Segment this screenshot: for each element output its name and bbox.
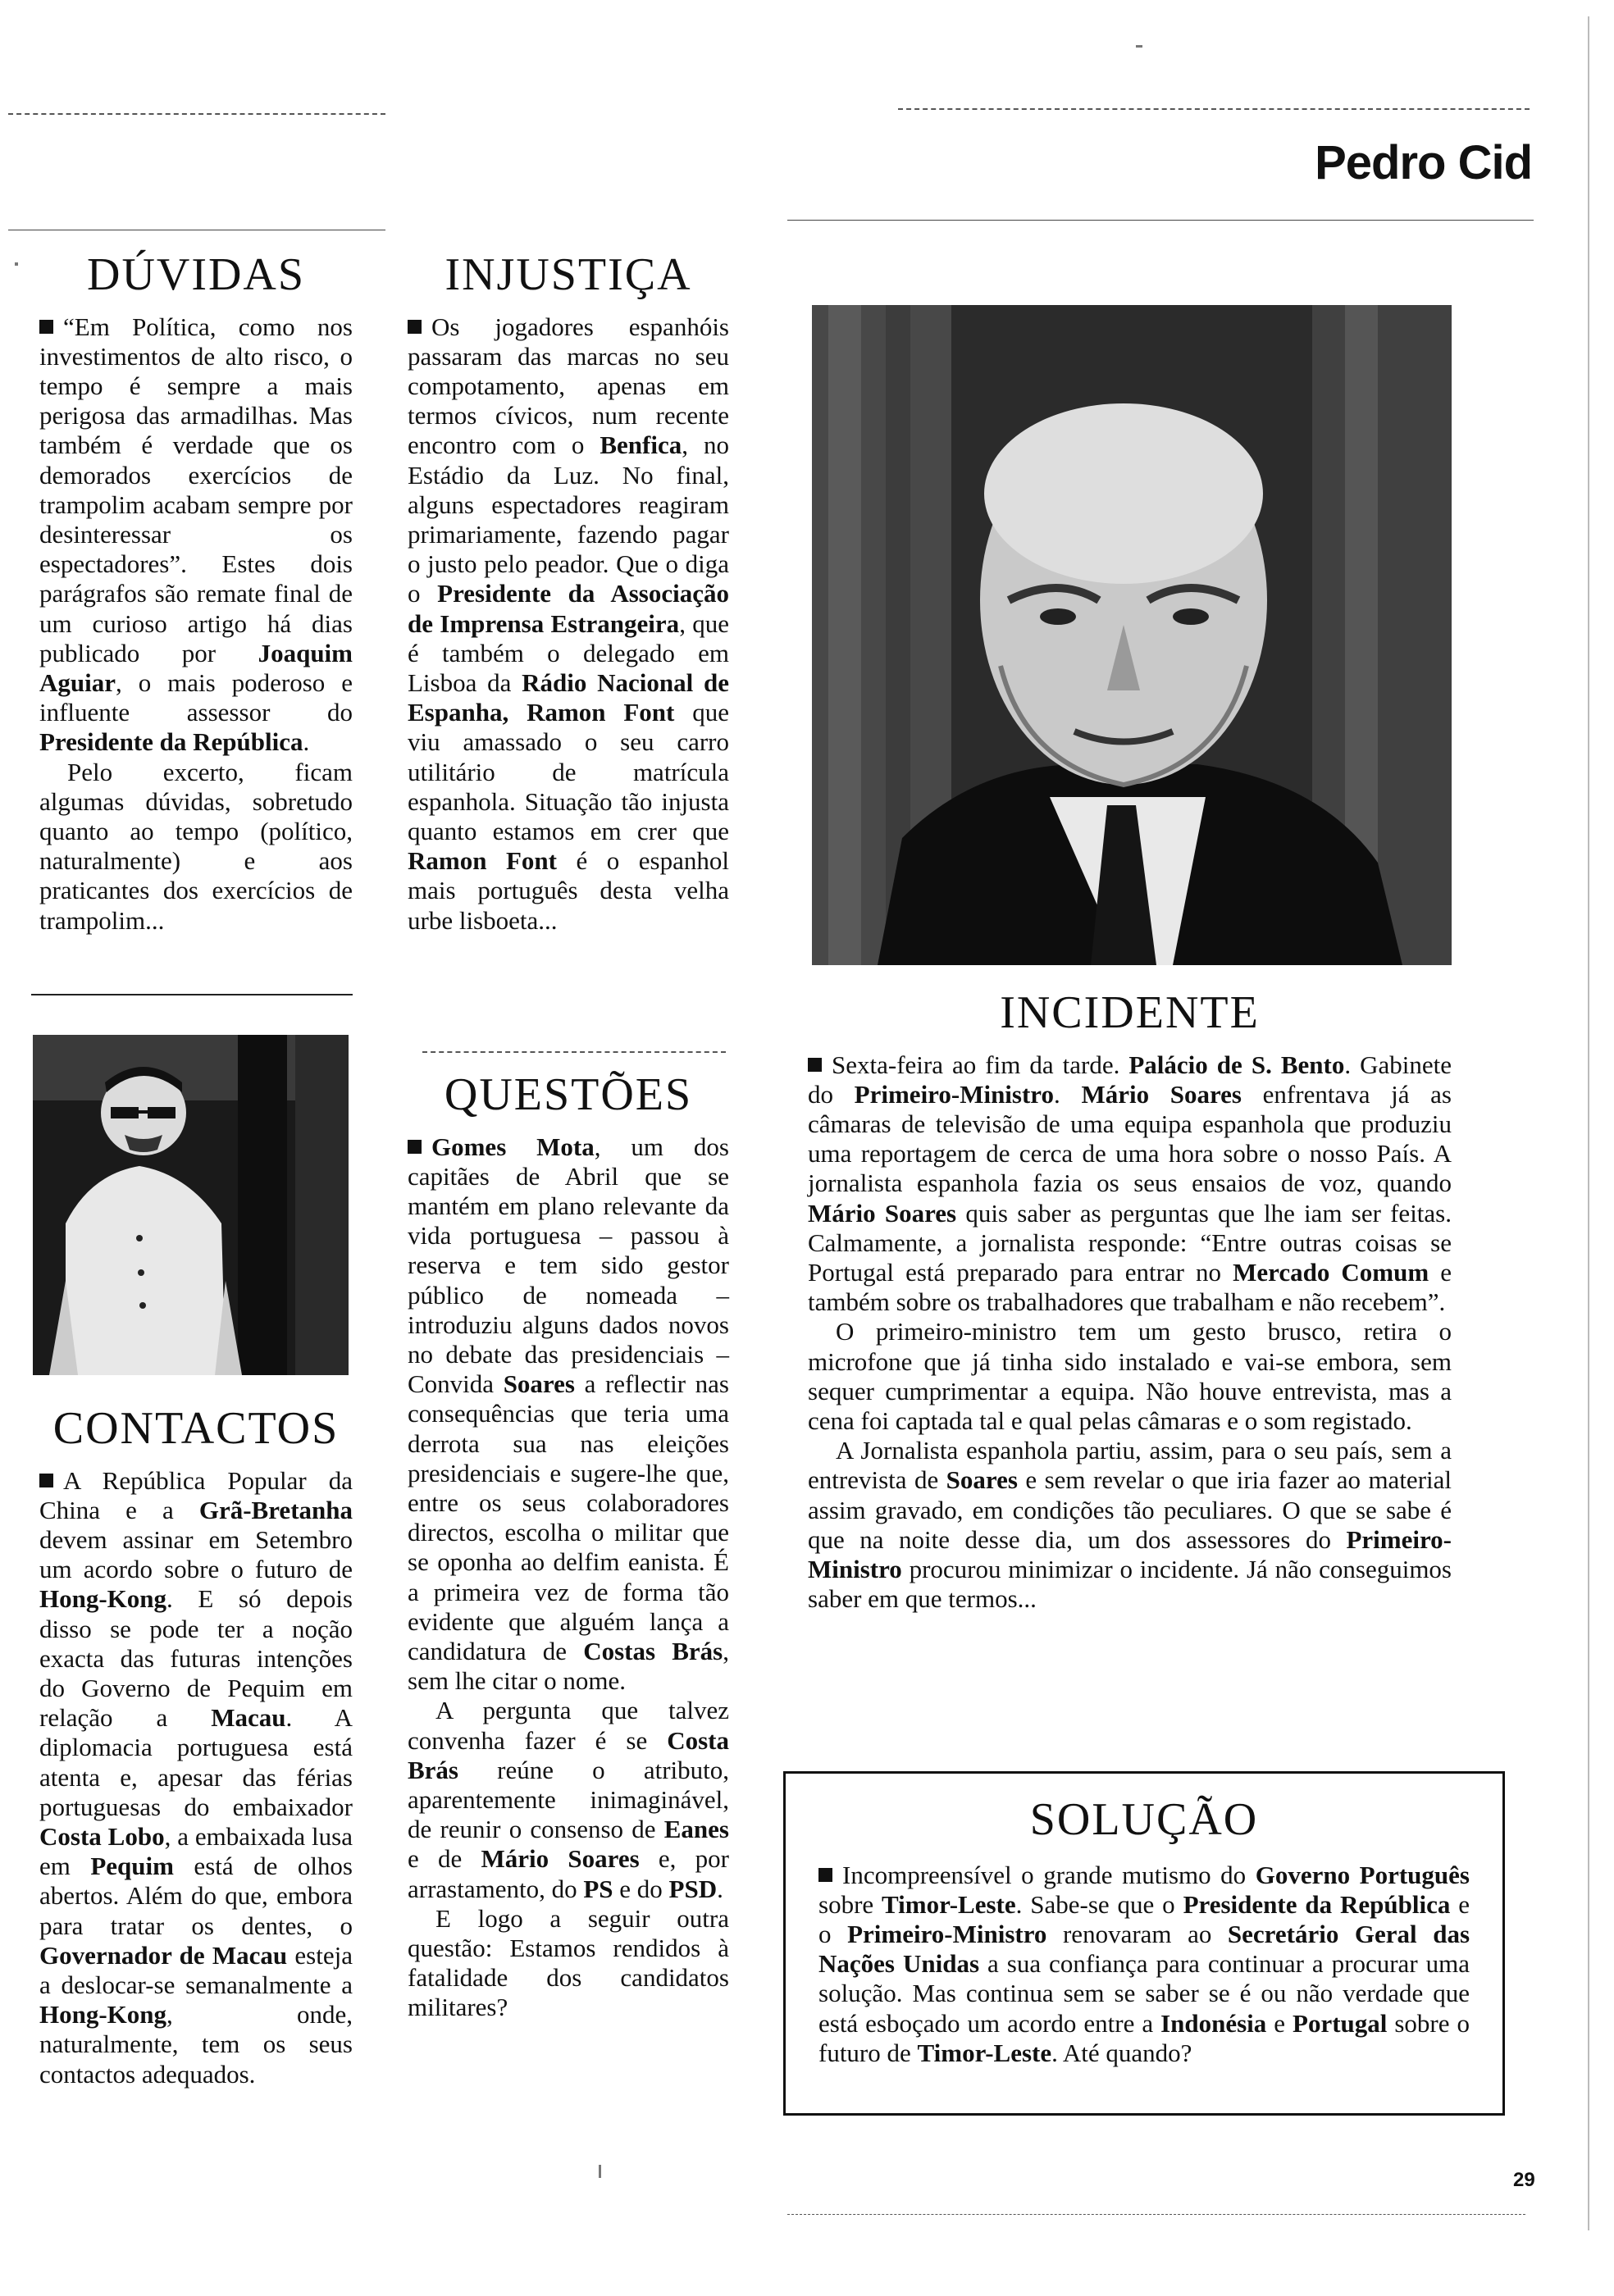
separator-duvidas-contactos xyxy=(31,994,353,995)
bullet-square-icon xyxy=(408,320,422,334)
scan-speck xyxy=(15,262,18,266)
incidente-section xyxy=(808,988,1452,1614)
contactos-section xyxy=(39,1404,353,2089)
bullet-square-icon xyxy=(408,1140,422,1154)
duvidas-body: “Em Política, como nos investimentos de alto risco, o tempo é sempre a mais perigosa das armadilhas. Mas também é verdade que os demorados exercícios de trampolim acabam sempre por desinteressar os espectadores”. Estes dois parágrafos são remate final de um curioso artigo há dias publicado por Joaquim Aguiar, o mais poderoso e influente assessor do Presidente da República. Pelo excerto, ficam algumas dúvidas, sobretudo quanto ao tempo (político, naturalmente) e aos praticantes dos exercícios de trampolim... xyxy=(39,312,353,935)
byline: Pedro Cid xyxy=(1315,136,1532,189)
solucao-body: Incompreensível o grande mutismo do Governo Português sobre Timor-Leste. Sabe-se que o Presidente da República e o Primeiro-Ministro renovaram ao Secretário Geral das Nações Unidas a sua confiança para continuar a procurar uma solução. Mas continua sem se saber se é ou não verdade que está esboçado um acordo entre a Indonésia e Portugal sobre o futuro de Timor-Leste. Até quando? xyxy=(818,1860,1470,2067)
section-title-incidente: INCIDENTE xyxy=(1000,987,1260,1038)
photo-elderly-man-portrait xyxy=(812,305,1452,965)
top-rule-left xyxy=(8,113,385,115)
scan-speck xyxy=(1588,16,1589,2230)
separator-injustica-questoes xyxy=(422,1051,726,1053)
injustica-section xyxy=(408,250,729,936)
section-title-solucao: SOLUÇÃO xyxy=(1029,1794,1259,1845)
incidente-body: Sexta-feira ao fim da tarde. Palácio de S. Bento. Gabinete do Primeiro-Ministro. Mário Soares enfrentava já as câmaras de televisão de uma equipa espanhola que produziu uma reportagem de cerca de uma hora sobre o nosso País. A jornalista espanhola fazia os seus ensaios de voz, quando Mário Soares quis saber as perguntas que lhe iam ser feitas. Calmamente, a jornalista responde: “Entre outras coisas se Portugal está preparado para entrar no Mercado Comum e também sobre os trabalhadores que trabalham e não recebem”. O primeiro-ministro tem um gesto brusco, retira o microfone que já tinha sido instalado e vai-se embora, sem sequer cumprimentar a equipa. Não houve entrevista, mas a cena foi captada tal e qual pelas câmaras e o som registado. A Jornalista espanhola partiu, assim, para o seu país, sem a entrevista de Soares e sem revelar o que iria fazer ao material assim gravado, em condições tão peculiares. O que se sabe é que na noite desse dia, um dos assessores do Primeiro-Ministro procurou minimizar o incidente. Já não conseguimos saber em que termos... xyxy=(808,1050,1452,1614)
page-number: 29 xyxy=(1513,2169,1535,2191)
solucao-box xyxy=(783,1771,1505,2116)
header-rule-right xyxy=(787,220,1534,221)
photo-man-in-suit xyxy=(33,1035,349,1375)
duvidas-section xyxy=(39,250,353,936)
photo-elderly-man-portrait-graphic xyxy=(812,305,1452,965)
top-rule-right xyxy=(898,108,1530,110)
bottom-rule xyxy=(787,2214,1525,2215)
bullet-square-icon xyxy=(39,320,53,334)
section-title-duvidas: DÚVIDAS xyxy=(87,249,305,300)
questoes-section xyxy=(408,1070,729,2023)
scan-speck xyxy=(599,2165,601,2178)
bullet-square-icon xyxy=(818,1868,832,1882)
section-title-contactos: CONTACTOS xyxy=(52,1403,340,1454)
bullet-square-icon xyxy=(808,1058,822,1072)
section-title-questoes: QUESTÕES xyxy=(444,1069,693,1120)
section-title-injustica: INJUSTIÇA xyxy=(445,249,692,300)
scan-speck xyxy=(1136,45,1142,48)
injustica-body: Os jogadores espanhóis passaram das marcas no seu compotamento, apenas em termos cívicos, num recente encontro com o Benfica, no Estádio da Luz. No final, alguns espectadores reagiram primariamente, fazendo pagar o justo pelo peador. Que o diga o Presidente da Associação de Imprensa Estrangeira, que é também o delegado em Lisboa da Rádio Nacional de Espanha, Ramon Font que viu amassado o seu carro utilitário de matrícula espanhola. Situação tão injusta quanto estamos em crer que Ramon Font é o espanhol mais português desta velha urbe lisboeta... xyxy=(408,312,730,935)
photo-man-in-suit-graphic xyxy=(33,1035,349,1375)
bullet-square-icon xyxy=(39,1474,53,1487)
questoes-body: Gomes Mota, um dos capitães de Abril que se mantém em plano relevante da vida portuguesa – passou à reserva e tem sido gestor público de nomeada – introduziu alguns dados novos no debate das presidenciais – Convida Soares a reflectir nas consequências que teria uma derrota sua nas eleições presidenciais e sugere-lhe que, entre os seus colaboradores directos, escolha o militar que se oponha ao delfim eanista. É a primeira vez de forma tão evidente que alguém lança a candidatura de Costas Brás, sem lhe citar o nome. A pergunta que talvez convenha fazer é se Costa Brás reúne o atributo, aparentemente inimaginável, de reunir o consenso de Eanes e de Mário Soares e, por arrastamento, do PS e do PSD. E logo a seguir outra questão: Estamos rendidos à fatalidade dos candidatos militares? xyxy=(408,1132,729,2022)
contactos-body: A República Popular da China e a Grã-Bretanha devem assinar em Setembro um acordo sobre o futuro de Hong-Kong. E só depois disso se pode ter a noção exacta das futuras intenções do Governo de Pequim em relação a Macau. A diplomacia portuguesa está atenta e, apesar das férias portuguesas do embaixador Costa Lobo, a embaixada lusa em Pequim está de olhos abertos. Além do que, embora para tratar os dentes, o Governador de Macau esteja a deslocar-se semanalmente a Hong-Kong, onde, naturalmente, tem os seus contactos adequados. xyxy=(39,1465,353,2089)
